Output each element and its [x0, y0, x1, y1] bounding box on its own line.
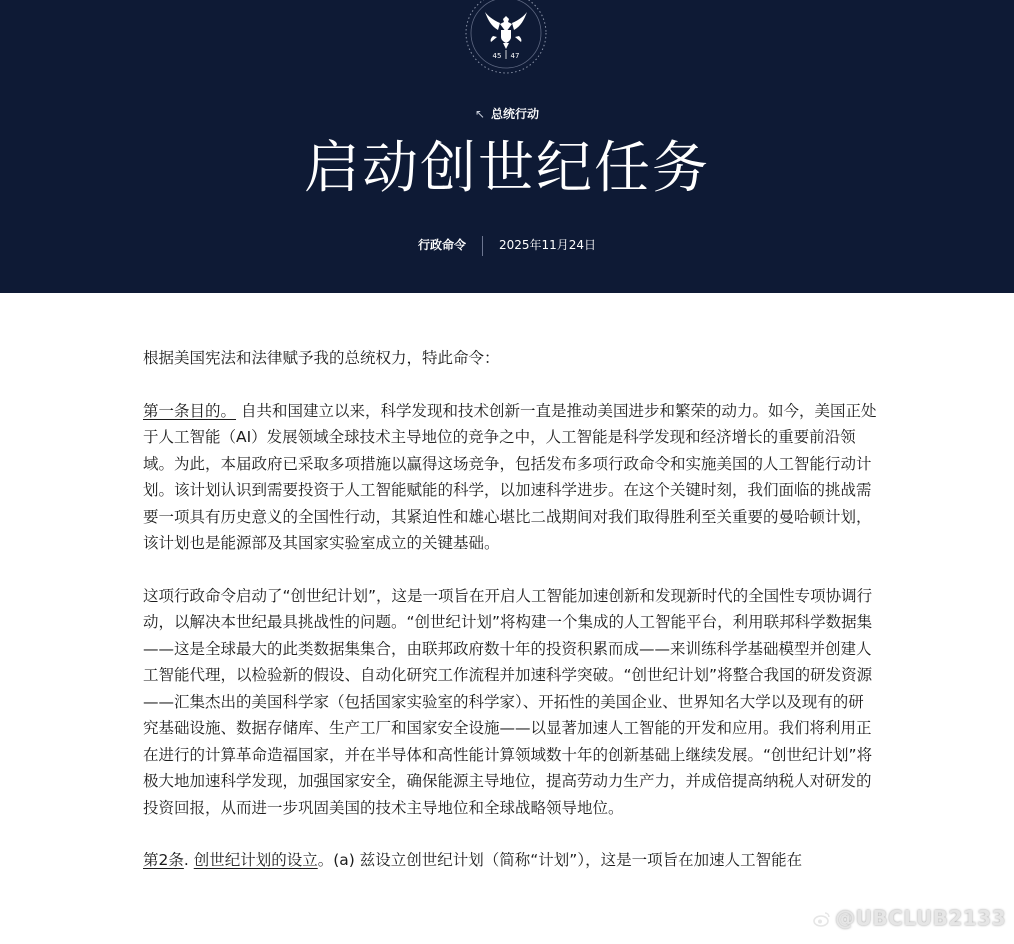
- section-1-heading: 第一条目的。: [143, 401, 237, 420]
- category-label: 总统行动: [491, 107, 540, 121]
- presidential-seal-icon: [463, 0, 549, 76]
- seal-label-left: 45: [492, 52, 502, 60]
- section-1-text: 自共和国建立以来，科学发现和技术创新一直是推动美国进步和繁荣的动力。如今，美国正处于人工智能（AI）发展领域全球技术主导地位的竞争之中，人工智能是科学发现和经济增长的重要前沿领域。为此，本届政府已采取多项措施以赢得这场竞争，包括发布多项行政命令和实施美国的人工智能行动计划。该计划认识到需要投资于人工智能赋能的科学，以加速科学进步。在这个关键时刻，我们面临的挑战需要一项具有历史意义的全国性行动，其紧迫性和雄心堪比二战期间对我们取得胜利至关重要的曼哈顿计划，该计划也是能源部及其国家实验室成立的关键基础。: [143, 401, 877, 552]
- article-meta: [0, 235, 1014, 256]
- section-1-paragraph: [143, 398, 878, 557]
- hero-banner: [0, 0, 1014, 293]
- section-2-number: 第2条: [143, 851, 184, 869]
- genesis-paragraph: 这项行政命令启动了“创世纪计划”，这是一项旨在开启人工智能加速创新和发现新时代的全国性专项协调行动，以解决本世纪最具挑战性的问题。“创世纪计划”将构建一个集成的人工智能平台，利用联邦科学数据集——这是全球最大的此类数据集集合，由联邦政府数十年的投资积累而成——来训练科学基础模型并创建人工智能代理，以检验新的假设、自动化研究工作流程并加速科学突破。“创世纪计划”将整合我国的研发资源——汇集杰出的美国科学家（包括国家实验室的科学家）、开拓性的美国企业、世界知名大学以及现有的研究基础设施、数据存储库、生产工厂和国家安全设施——以显著加速人工智能的开发和应用。我们将利用正在进行的计算革命造福国家，并在半导体和高性能计算领域数十年的创新基础上继续发展。“创世纪计划”将极大地加速科学发现，加强国家安全，确保能源主导地位，提高劳动力生产力，并成倍提高纳税人对研发的投资回报，从而进一步巩固美国的技术主导地位和全球战略领导地位。: [143, 586, 873, 817]
- watermark-text: @UBCLUB2133: [835, 906, 1006, 930]
- doc-type-link[interactable]: 行政命令: [417, 238, 466, 252]
- section-2-paragraph: [143, 847, 878, 874]
- arrow-up-left-icon: ↖: [474, 107, 486, 121]
- page-title: 启动创世纪任务: [304, 136, 710, 201]
- weibo-logo-icon: [813, 911, 831, 927]
- publish-date: 2025年11月24日: [498, 238, 597, 252]
- intro-paragraph: 根据美国宪法和法律赋予我的总统权力，特此命令：: [143, 349, 500, 367]
- section-2-text: 。(a) 兹设立创世纪计划（简称“计划”），这是一项旨在加速人工智能在: [317, 851, 803, 869]
- category-link[interactable]: [0, 105, 1014, 123]
- section-2-dot: .: [183, 851, 194, 869]
- meta-divider: [482, 236, 483, 256]
- section-2-heading: 创世纪计划的设立: [193, 851, 318, 869]
- seal-label-right: 47: [510, 52, 520, 60]
- article-body: [143, 345, 878, 900]
- watermark: [813, 906, 1006, 930]
